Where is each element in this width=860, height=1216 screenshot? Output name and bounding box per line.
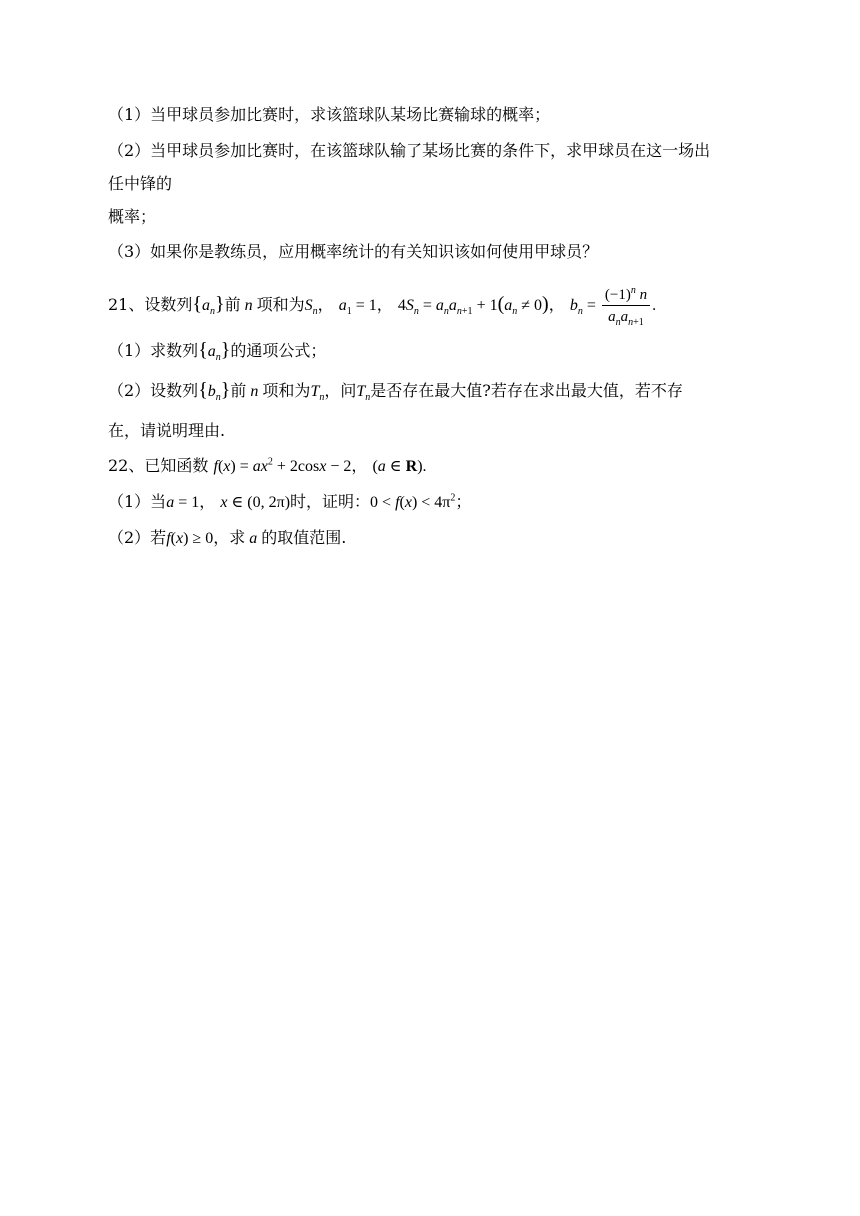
q21-part2-text-b: 前 <box>230 381 247 400</box>
q21-bn-fraction: $\frac{(-1)^n n}{a_na_{n+1}}$ <box>602 284 650 327</box>
q22-part1-text-a: （1）当 <box>108 492 167 511</box>
q21-part2-text-a: （2）设数列 <box>108 381 199 400</box>
q22-part2-text-b: ，求 <box>213 528 246 547</box>
q21-text-6: ， <box>548 295 565 314</box>
q21-part2-text-d: ，问 <box>324 381 357 400</box>
q21-part1: （1）求数列$\{a_n\}$的通项公式； <box>108 339 327 364</box>
q22-part2-text-c: 的取值范围. <box>261 528 347 547</box>
q22-text-1: 已知函数 <box>144 456 209 475</box>
q21-part2-text-e: 是否存在最大值?若存在求出最大值，若不存 <box>370 381 683 400</box>
q21-text-3: 项和为 <box>256 295 305 314</box>
q22-number: 22、 <box>108 456 145 475</box>
q21-text-1: 设数列 <box>144 295 193 314</box>
q22-statement: 22、已知函数 $f(x) = ax^2 + 2\cos x - 2$， (a ∈ R). <box>108 456 427 475</box>
q21-statement: 21、设数列$\{a_n\}$前 n 项和为$S_n$， $a_1 = 1$， $4S_n = a_na_{n+1} + 1(a_n \ne 0)$， $b_n$ = $\frac{(-1)^n n}{a_na_{n+1}}$ . <box>108 285 657 328</box>
q22-part1-text-b: ， <box>199 492 216 511</box>
q22-part2: （2）若f(x) ≥ 0，求 a 的取值范围. <box>108 528 347 547</box>
q22-part1: （1）当a = 1， x ∈ (0, 2π)时，证明：$0 < f(x) < 4\pi^2$； <box>108 492 472 511</box>
q22-part2-text-a: （2）若 <box>108 528 167 547</box>
q20-part3: （3）如果你是教练员，应用概率统计的有关知识该如何使用甲球员？ <box>108 242 599 261</box>
q20-part2-line2: 任中锋的 <box>108 174 173 193</box>
q21-number: 21、 <box>108 295 145 314</box>
q21-part2-text-c: 项和为 <box>262 381 311 400</box>
q22-part1-text-c: 时，证明： <box>290 492 371 511</box>
q20-part2-line1: （2）当甲球员参加比赛时，在该篮球队输了某场比赛的条件下，求甲球员在这一场出 <box>108 141 711 160</box>
q21-part2-line1: （2）设数列$\{b_n\}$前 n 项和为$T_n$，问$T_n$是否存在最大值?若存在求出最大值，若不存 <box>108 379 683 404</box>
q20-part2-line3: 概率； <box>108 207 157 226</box>
q21-text-5: ， <box>376 295 393 314</box>
q22-text-2: ， <box>351 456 368 475</box>
q21-part1-text-a: （1）求数列 <box>108 341 199 360</box>
q21-text-4: ， <box>317 295 334 314</box>
q20-part1: （1）当甲球员参加比赛时，求该篮球队某场比赛输球的概率； <box>108 105 551 124</box>
q21-part2-line2: 在，请说明理由. <box>108 421 226 440</box>
q21-text-2: 前 <box>224 295 241 314</box>
q21-part1-text-b: 的通项公式； <box>230 341 327 360</box>
q22-part1-text-d: ； <box>455 492 472 511</box>
